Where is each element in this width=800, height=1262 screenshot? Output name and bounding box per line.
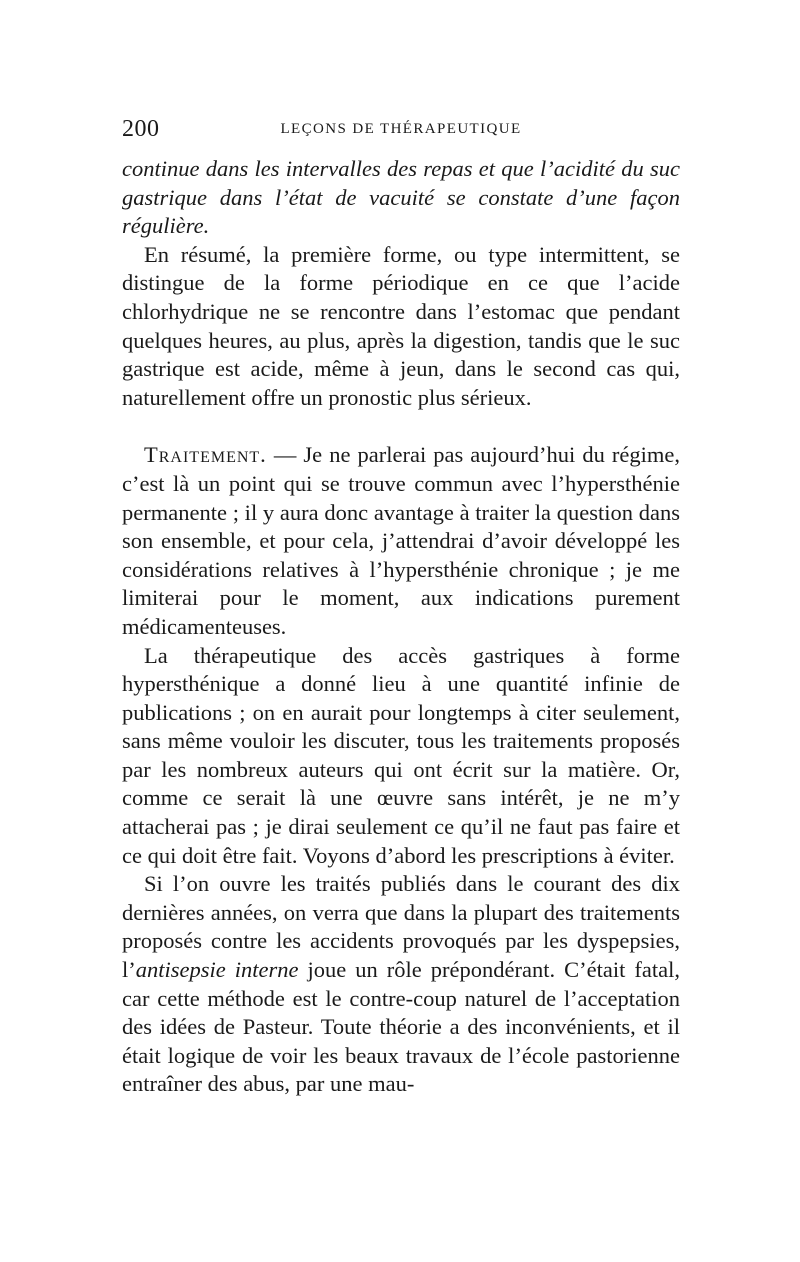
paragraph-continuation <box>122 155 680 241</box>
italic-term: antisepsie interne <box>135 957 299 983</box>
paragraph-therapeutics: La thérapeutique des accès gastriques à forme hypersthénique a donné lieu à une quantité infinie de publications ; on en aurait pour longtemps à citer seulement, sans même vouloir les discuter, tous les traitements proposés par les nombreux auteurs qui ont écrit sur la matière. Or, comme ce serait là une œuvre sans intérêt, je ne m’y attacherai pas ; je dirai seulement ce qu’il ne faut pas faire et ce qui doit être fait. Voyons d’abord les prescriptions à éviter. <box>122 642 680 868</box>
italic-continuation: continue dans les intervalles des repas et que l’acidité du suc gastrique dans l’état de vacuité se constate d’une façon régulière. <box>122 156 680 239</box>
paragraph-summary: En résumé, la première forme, ou type intermittent, se distingue de la forme périodique en ce que l’acide chlorhydrique ne se rencontre dans l’estomac que pendant quelques heures, au plus, après la digestion, tandis que le suc gastrique est acide, même à jeun, dans le second cas qui, naturellement offre un pronostic plus sérieux. <box>122 241 680 410</box>
page-header <box>122 116 680 146</box>
paragraph-antisepsis <box>122 870 680 1099</box>
page-number: 200 <box>122 116 160 142</box>
paragraph-treatment <box>122 441 680 641</box>
paragraph-antisepsis-start: Si l’on ouvre les traités publiés dans le courant des dix dernières années, on verra que dans la plupart des traitements proposés contre les accidents provoqués par les dyspepsies, l’ <box>122 871 680 983</box>
paragraph-antisepsis-end: joue un rôle prépondérant. C’était fatal, car cette méthode est le contre-coup naturel de l’acceptation des idées de Pasteur. Toute théorie a des inconvénients, et il était logique de voir les beaux travaux de l’école pastorienne entraîner des abus, par une mau- <box>122 957 680 1097</box>
running-title: LEÇONS DE THÉRAPEUTIQUE <box>280 121 522 137</box>
paragraph-treatment-text: — Je ne parlerai pas aujourd’hui du régime, c’est là un point qui se trouve commun avec l’hypersthénie permanente ; il y aura donc avantage à traiter la question dans son ensemble, et pour cela, j’attendrai d’avoir développé les considérations relatives à l’hypersthénie chronique ; je me limiterai pour le moment, aux indications purement médicamenteuses. <box>122 442 680 639</box>
section-label: Traitement. <box>144 442 267 468</box>
body-text <box>122 155 680 1099</box>
